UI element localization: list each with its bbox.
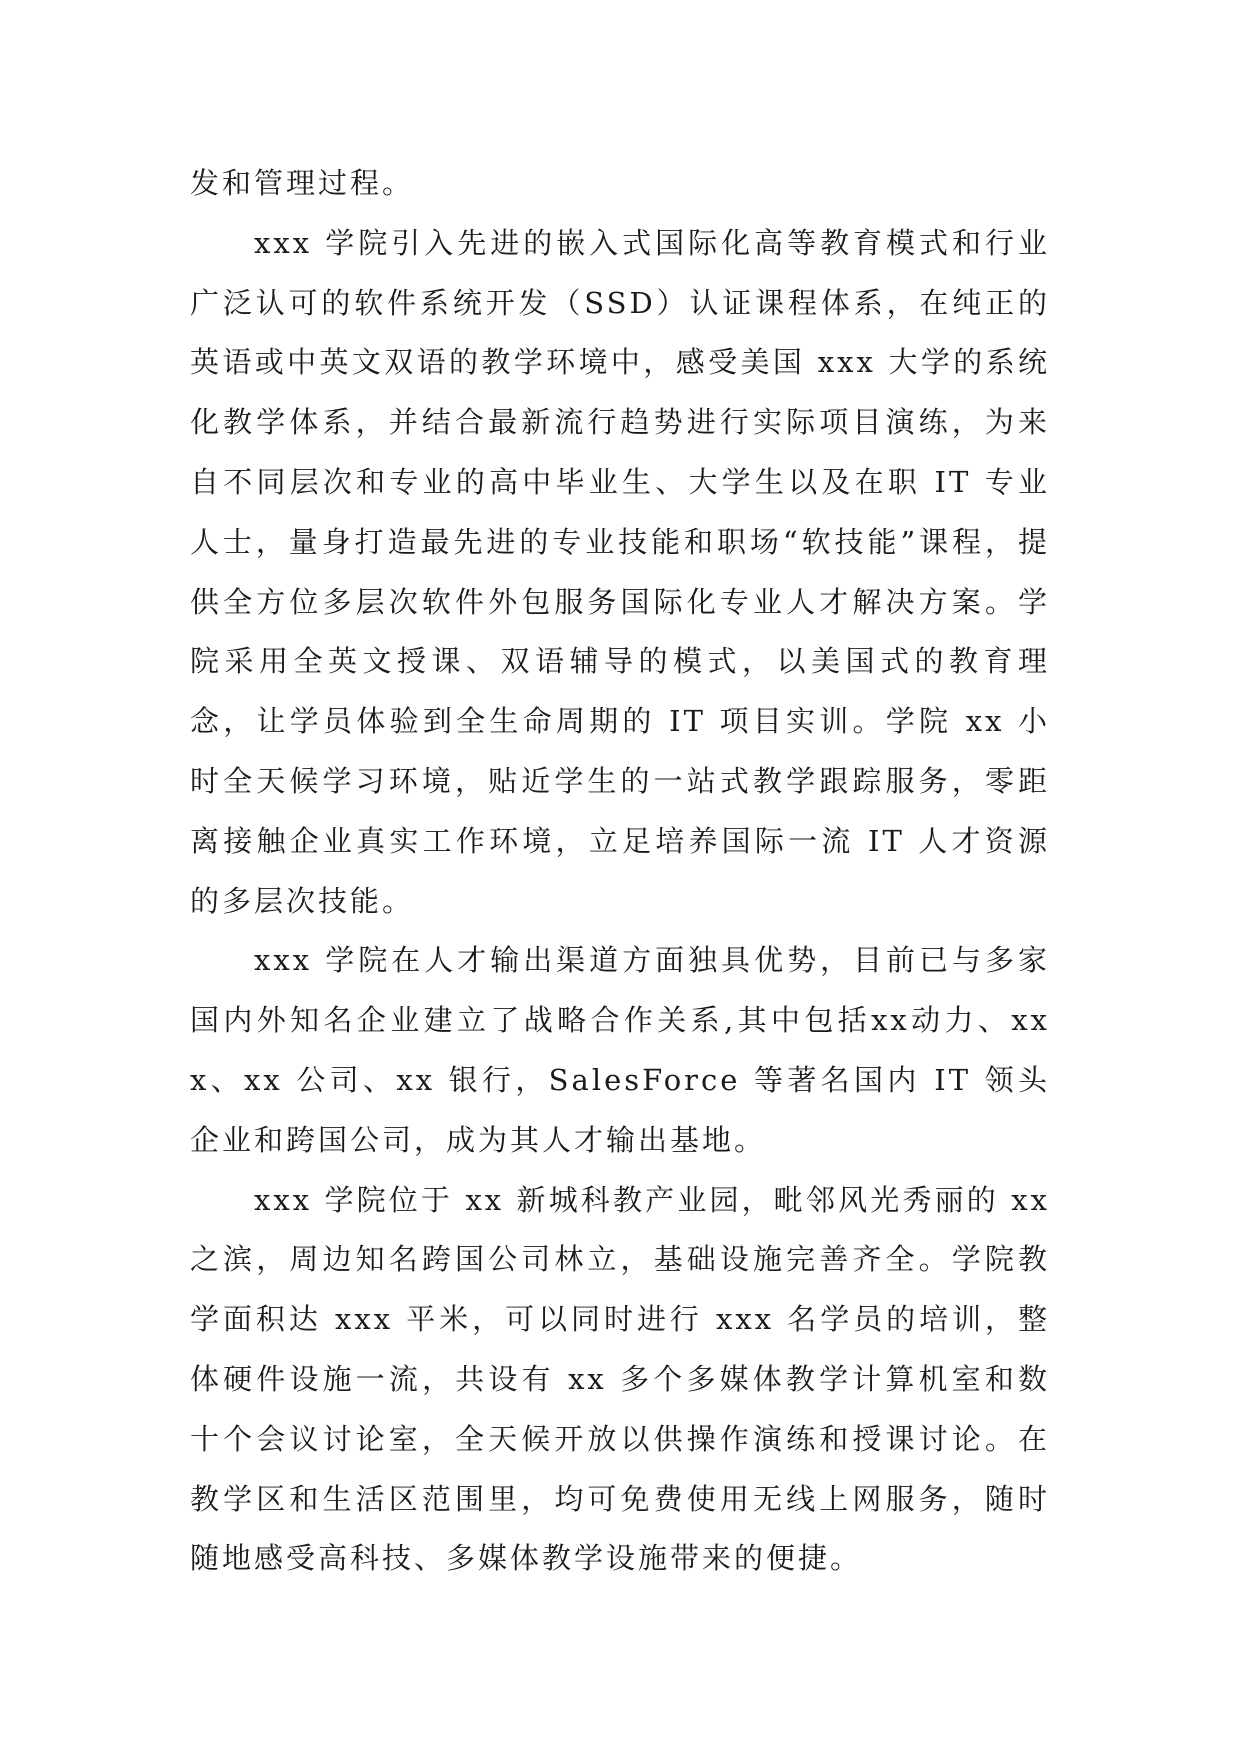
paragraph-curriculum: xxx 学院引入先进的嵌入式国际化高等教育模式和行业广泛认可的软件系统开发（SSD）认证课程体系，在纯正的英语或中英文双语的教学环境中，感受美国 xxx 大学的系统化教学体系，并结合最新流行趋势进行实际项目演练，为来自不同层次和专业的高中毕业生、大学生以及在职 IT 专业人士，量身打造最先进的专业技能和职场“软技能”课程，提供全方位多层次软件外包服务国际化专业人才解决方案。学院采用全英文授课、双语辅导的模式，以美国式的教育理念，让学员体验到全生命周期的 IT 项目实训。学院 xx 小时全天候学习环境，贴近学生的一站式教学跟踪服务，零距离接触企业真实工作环境，立足培养国际一流 IT 人才资源的多层次技能。 — [190, 225, 1050, 918]
paragraph-campus: xxx 学院位于 xx 新城科教产业园，毗邻风光秀丽的 xx 之滨，周边知名跨国公司林立，基础设施完善齐全。学院教学面积达 xxx 平米，可以同时进行 xxx 名学员的培训，整体硬件设施一流，共设有 xx 多个多媒体教学计算机室和数十个会议讨论室，全天候开放以供操作演练和授课讨论。在教学区和生活区范围里，均可免费使用无线上网服务，随时随地感受高科技、多媒体教学设施带来的便捷。 — [190, 1182, 1050, 1576]
paragraph-partners: xxx 学院在人才输出渠道方面独具优势，目前已与多家国内外知名企业建立了战略合作关系,其中包括xx动力、xxx、xx 公司、xx 银行，SalesForce 等著名国内 IT 领头企业和跨国公司，成为其人才输出基地。 — [190, 943, 1050, 1157]
document-body — [190, 154, 1050, 1589]
paragraph-continuation: 发和管理过程。 — [190, 166, 415, 200]
